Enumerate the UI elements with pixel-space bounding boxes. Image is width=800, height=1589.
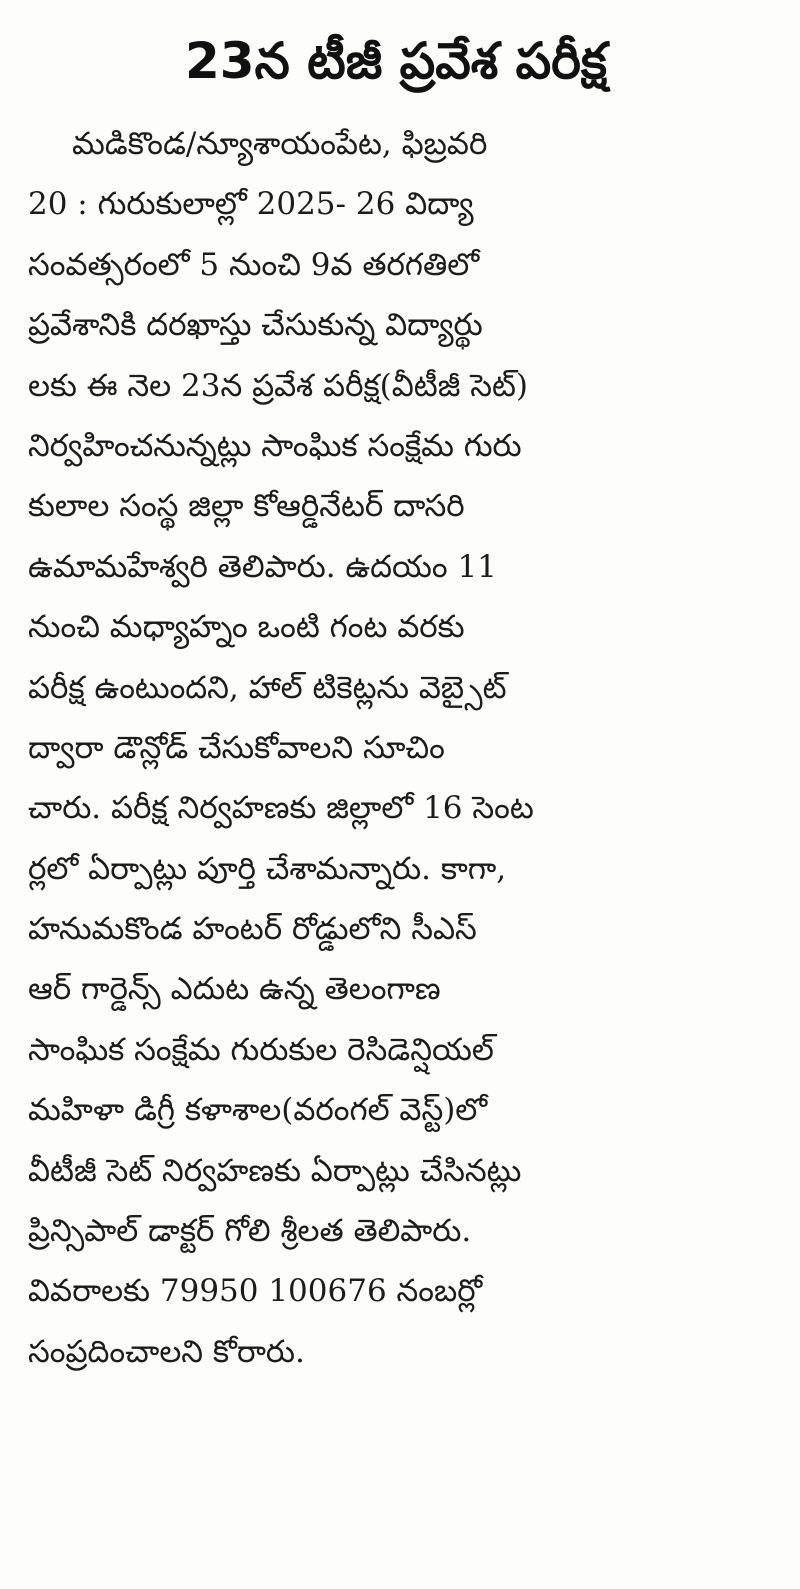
body-line: 20 : గురుకులాల్లో 2025- 26 విద్యా bbox=[28, 186, 474, 223]
body-line: ప్రవేశానికి దరఖాస్తు చేసుకున్న విద్యార్థు bbox=[28, 307, 483, 344]
body-line: పరీక్ష ఉంటుందని, హాల్ టికెట్లను వెబ్సైట్ bbox=[28, 669, 507, 706]
body-line: వివరాలకు 79950 100676 నంబర్లో bbox=[28, 1273, 483, 1310]
body-line: నుంచి మధ్యాహ్నం ఒంటి గంట వరకు bbox=[28, 609, 465, 646]
body-line: మడికొండ/న్యూశాయంపేట, ఫిబ్రవరి bbox=[72, 126, 488, 162]
body-line: చారు. పరీక్ష నిర్వహణకు జిల్లాలో 16 సెంట bbox=[28, 790, 534, 827]
body-line: మహిళా డిగ్రీ కళాశాల(వరంగల్ వెస్ట్)లో bbox=[28, 1092, 488, 1129]
body-line: ద్వారా డౌన్లోడ్ చేసుకోవాలని సూచిం bbox=[28, 729, 445, 766]
article-headline: 23న టీజీ ప్రవేశ పరీక్ష bbox=[185, 32, 607, 90]
body-line: ర్లలో ఏర్పాట్లు పూర్తి చేశామన్నారు. కాగా, bbox=[28, 850, 507, 887]
article-body bbox=[28, 114, 764, 1382]
body-line: సాంఘిక సంక్షేమ గురుకుల రెసిడెన్షియల్ bbox=[28, 1031, 494, 1068]
body-line: కులాల సంస్థ జిల్లా కోఆర్డినేటర్ దాసరి bbox=[28, 488, 465, 525]
body-line: సంవత్సరంలో 5 నుంచి 9వ తరగతిలో bbox=[28, 246, 480, 283]
body-line: నిర్వహించనున్నట్లు సాంఘిక సంక్షేమ గురు bbox=[28, 427, 522, 464]
body-line: హనుమకొండ హంటర్ రోడ్డులోని సీఎస్ bbox=[28, 911, 477, 948]
body-line: సంప్రదించాలని కోరారు. bbox=[28, 1333, 305, 1370]
body-line: లకు ఈ నెల 23న ప్రవేశ పరీక్ష(వీటీజీ సెట్) bbox=[28, 367, 529, 404]
body-line: ఉమామహేశ్వరి తెలిపారు. ఉదయం 11 bbox=[28, 548, 497, 585]
body-line: వీటీజీ సెట్ నిర్వహణకు ఏర్పాట్లు చేసినట్లు bbox=[28, 1152, 522, 1189]
body-line: ప్రిన్సిపాల్ డాక్టర్ గోలి శ్రీలత తెలిపారు. bbox=[28, 1213, 472, 1250]
body-line: ఆర్ గార్డెన్స్ ఎదుట ఉన్న తెలంగాణ bbox=[28, 971, 441, 1008]
